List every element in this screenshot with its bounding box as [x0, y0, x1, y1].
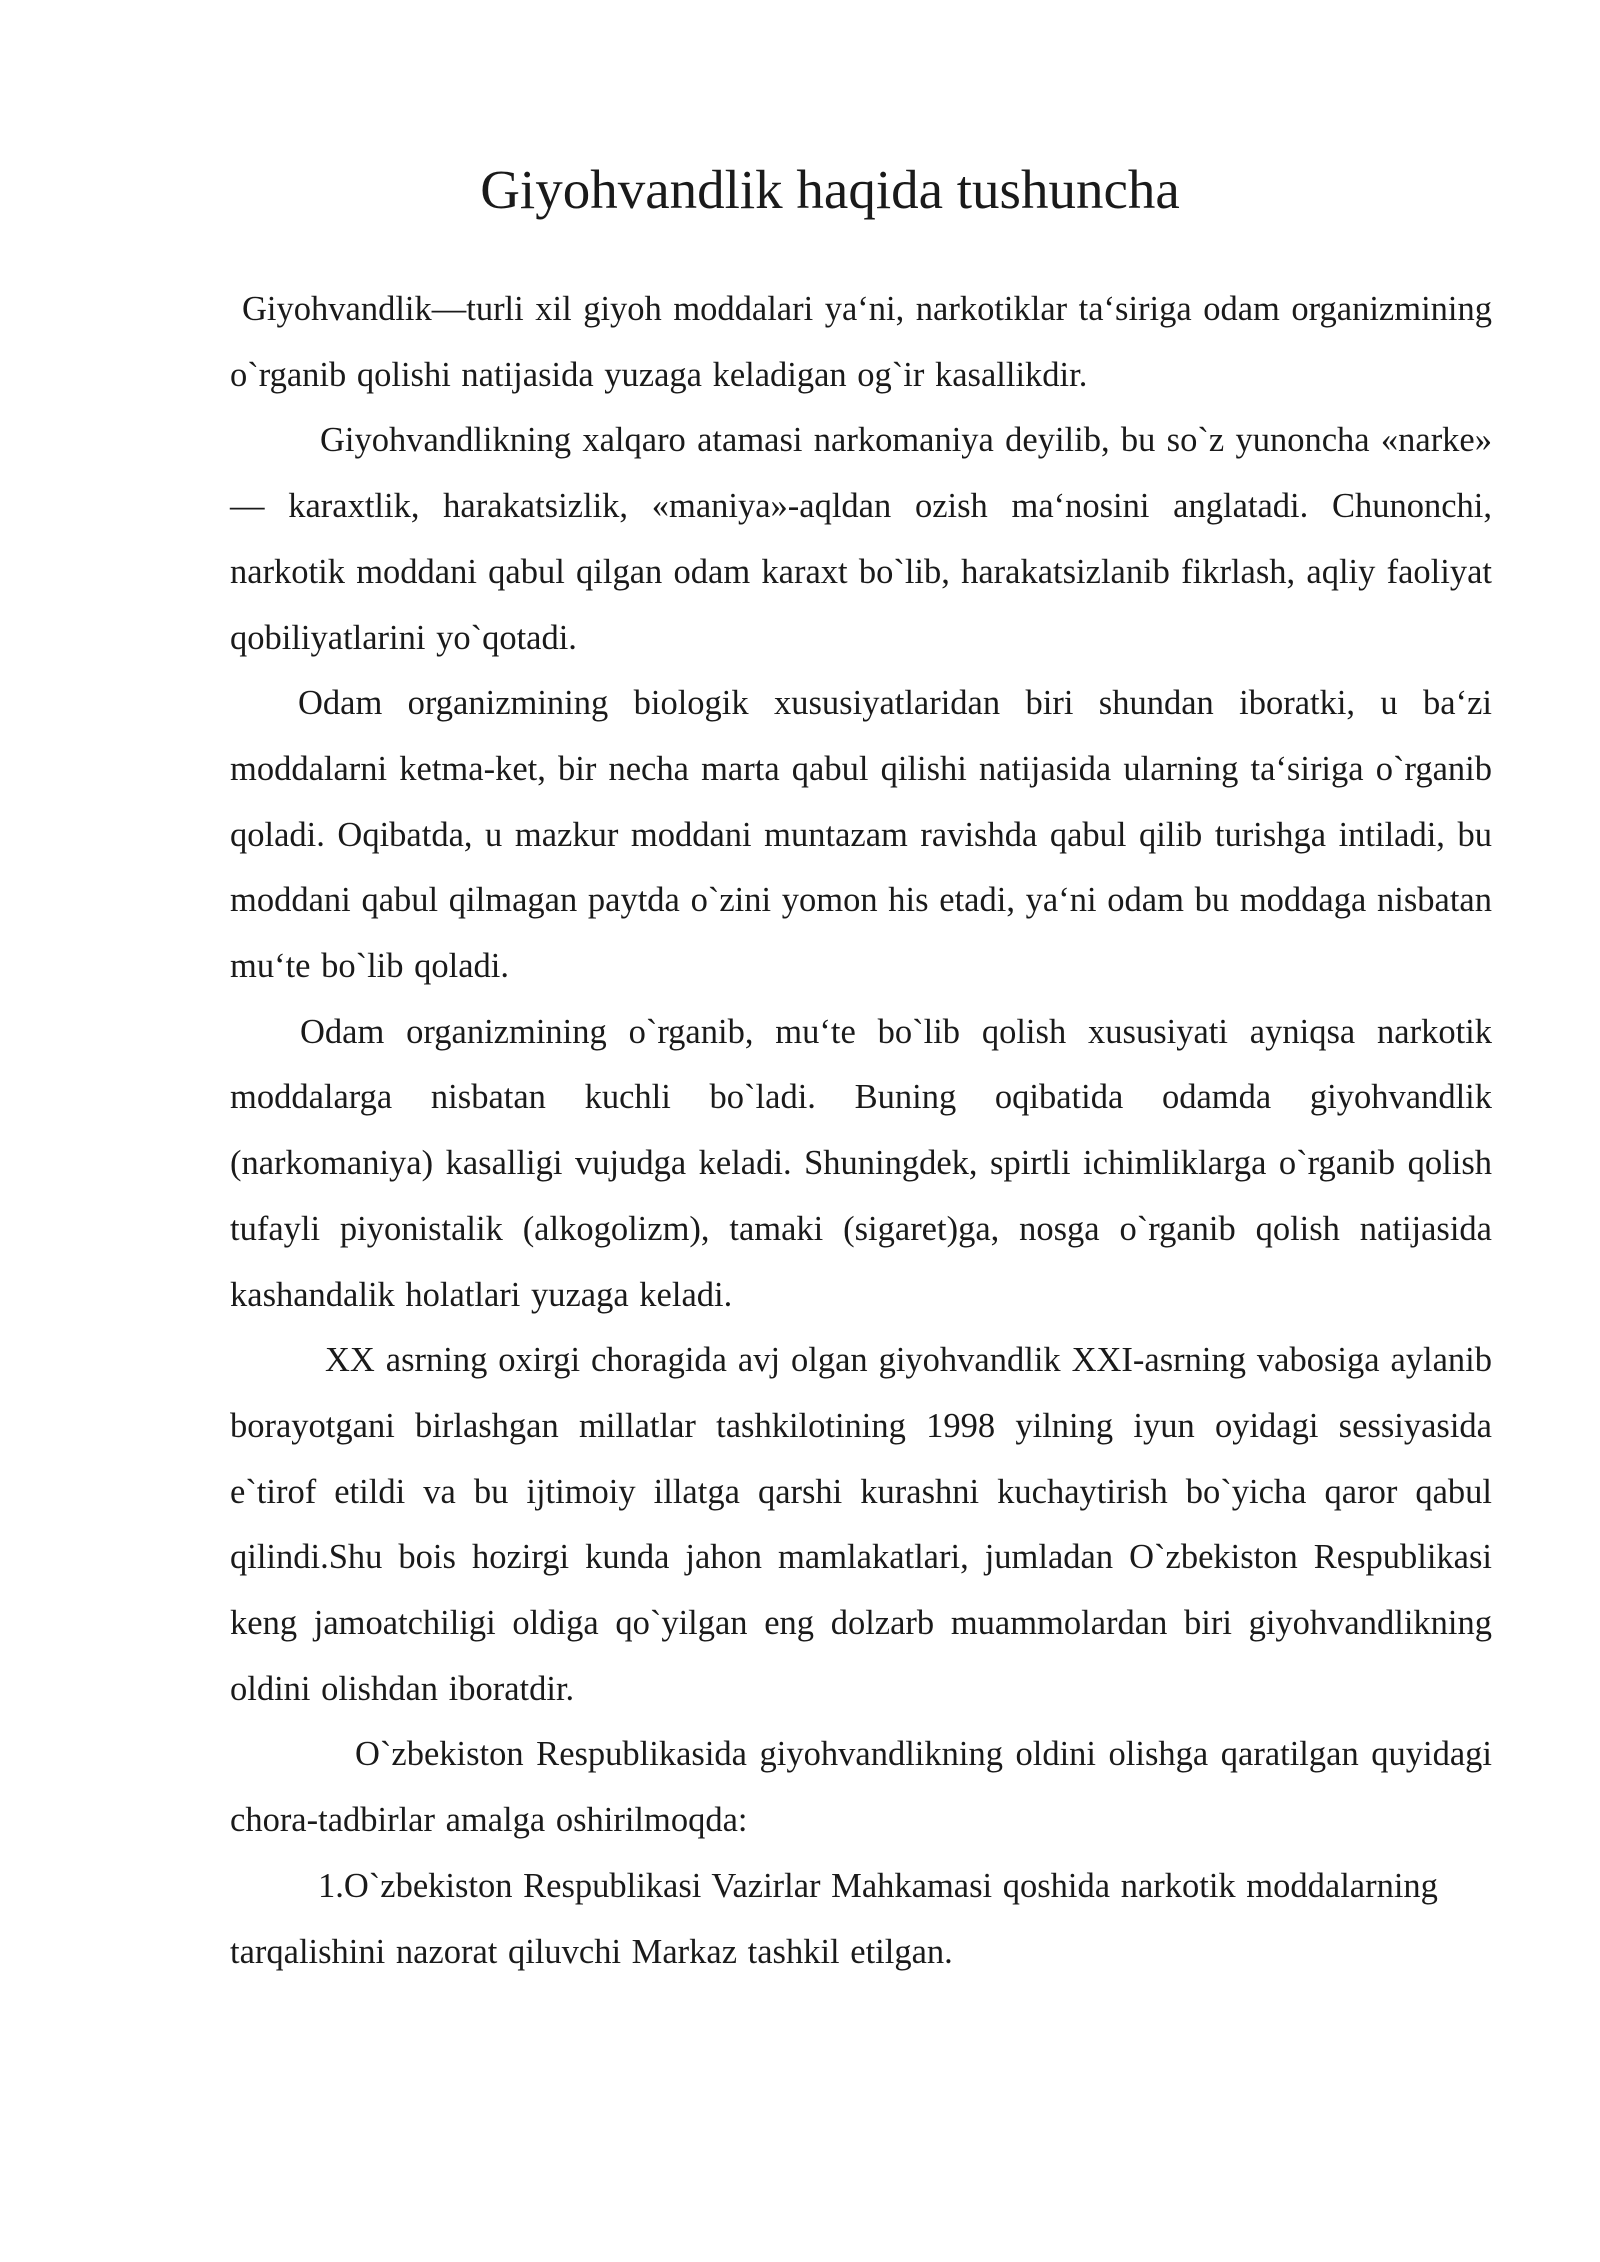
- paragraph-definition: Giyohvandlik—turli xil giyoh moddalari ya‘ni, narkotiklar ta‘siriga odam organizmining o`rganib qolishi natijasida yuzaga keladigan og`ir kasallikdir.: [230, 290, 1492, 394]
- document-body: [230, 277, 1492, 1985]
- paragraph-biology: Odam organizmining biologik xususiyatlaridan biri shundan iboratki, u ba‘zi moddalarni ketma-ket, bir necha marta qabul qilishi natijasida ularning ta‘siriga o`rganib qoladi. Oqibatda, u mazkur moddani muntazam ravishda qabul qilib turishga intiladi, bu moddani qabul qilmagan paytda o`zini yomon his etadi, ya‘ni odam bu moddaga nisbatan mu‘te bo`lib qoladi.: [230, 684, 1492, 986]
- page-title: Giyohvandlik haqida tushuncha: [480, 159, 1180, 220]
- paragraph-history: XX asrning oxirgi choragida avj olgan giyohvandlik XXI-asrning vabosiga aylanib borayotgani birlashgan millatlar tashkilotining 1998 yilning iyun oyidagi sessiyasida e`tirof etildi va bu ijtimoiy illatga qarshi kurashni kuchaytirish bo`yicha qaror qabul qilindi.Shu bois hozirgi kunda jahon mamlakatlari, jumladan O`zbekiston Respublikasi keng jamoatchiligi oldiga qo`yilgan eng dolzarb muammolardan biri giyohvandlikning oldini olishdan iboratdir.: [230, 1341, 1492, 1708]
- paragraph-dependence: Odam organizmining o`rganib, mu‘te bo`lib qolish xususiyati ayniqsa narkotik moddalarga nisbatan kuchli bo`ladi. Buning oqibatida odamda giyohvandlik (narkomaniya) kasalligi vujudga keladi. Shuningdek, spirtli ichimliklarga o`rganib qolish tufayli piyonistalik (alkogolizm), tamaki (sigaret)ga, nosga o`rganib qolish natijasida kashandalik holatlari yuzaga keladi.: [230, 1012, 1492, 1314]
- paragraph-measure-1: 1.O`zbekiston Respublikasi Vazirlar Mahkamasi qoshida narkotik moddalarning tarqalishini nazorat qiluvchi Markaz tashkil etilgan.: [230, 1866, 1438, 1971]
- paragraph-measures-intro: O`zbekiston Respublikasida giyohvandlikning oldini olishga qaratilgan quyidagi chora-tadbirlar amalga oshirilmoqda:: [230, 1735, 1492, 1840]
- paragraph-terminology: Giyohvandlikning xalqaro atamasi narkomaniya deyilib, bu so`z yunoncha «narke» — karaxtlik, harakatsizlik, «maniya»-aqldan ozish ma‘nosini anglatadi. Chunonchi, narkotik moddani qabul qilgan odam karaxt bo`lib, harakatsizlanib fikrlash, aqliy faoliyat qobiliyatlarini yo`qotadi.: [230, 421, 1492, 657]
